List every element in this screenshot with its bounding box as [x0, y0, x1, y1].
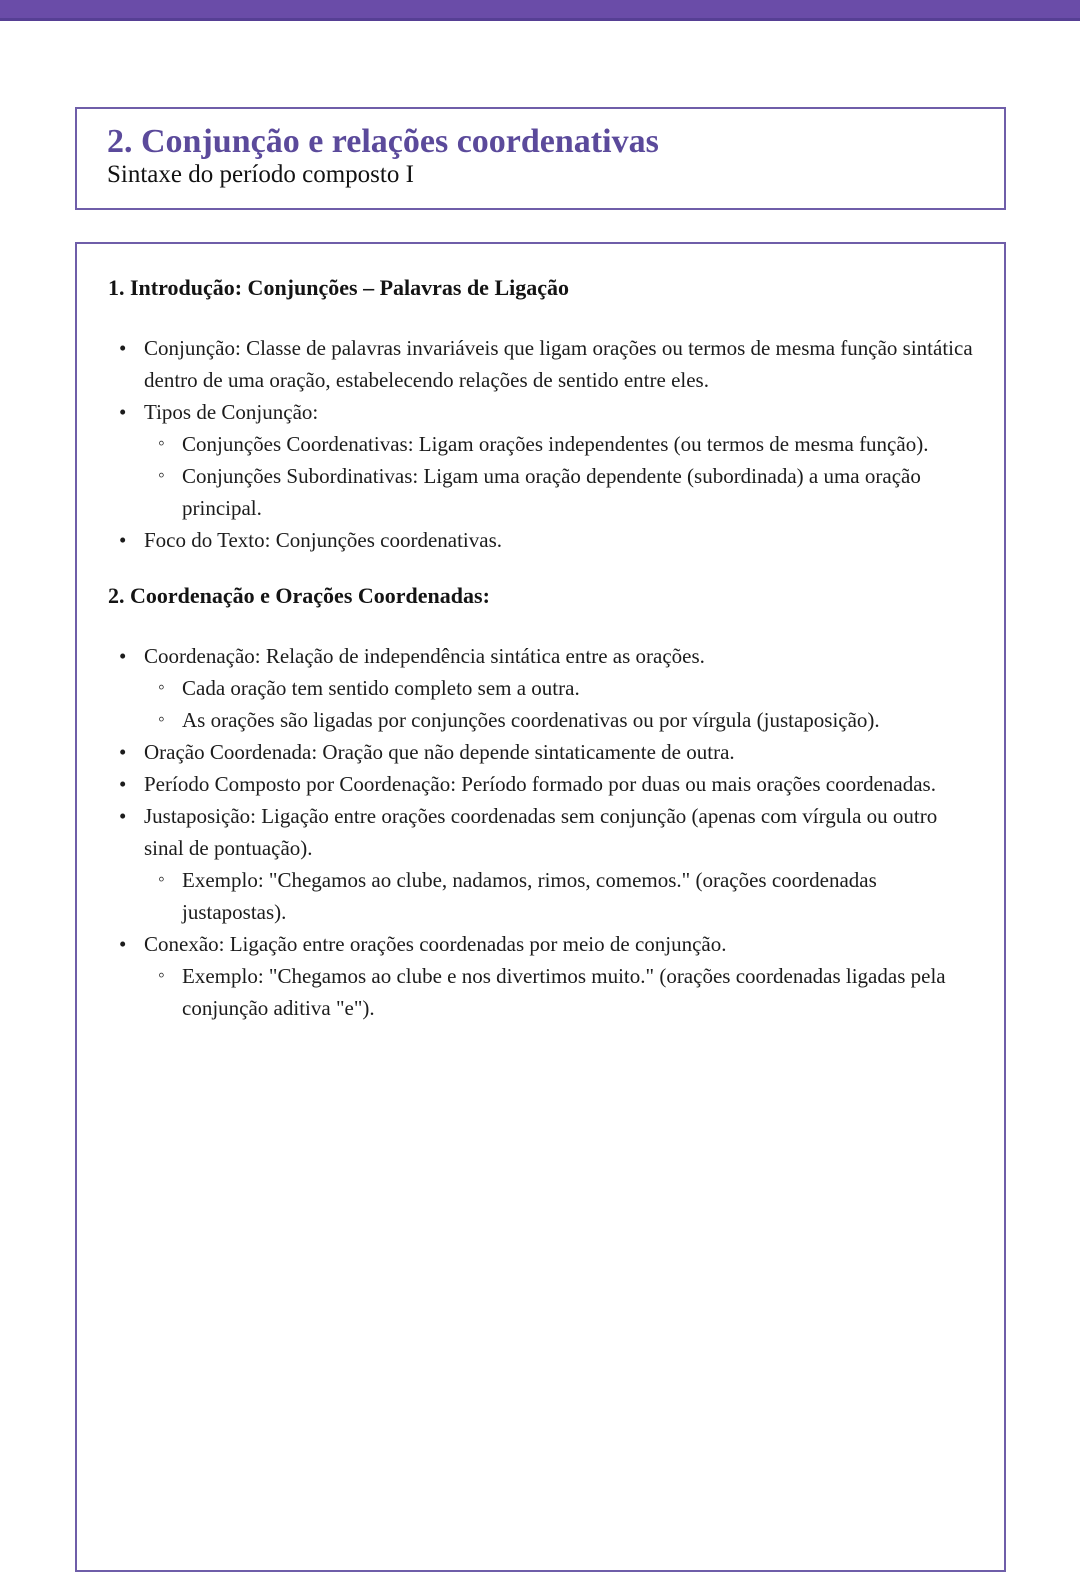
bullet-icon: •: [119, 932, 127, 956]
circle-bullet-icon: ◦: [158, 677, 165, 698]
circle-bullet-icon: ◦: [158, 465, 165, 486]
list-item-text: Conjunção: Classe de palavras invariáveis que ligam orações ou termos de mesma função sintática dentro de uma oração, estabelecendo relações de sentido entre eles.: [144, 336, 973, 392]
list-item-text: Exemplo: "Chegamos ao clube, nadamos, rimos, comemos." (orações coordenadas justapostas).: [182, 868, 877, 924]
list-item-text: Tipos de Conjunção:: [144, 400, 319, 424]
circle-bullet-icon: ◦: [158, 965, 165, 986]
bullet-icon: •: [119, 528, 127, 552]
list-item: [108, 524, 978, 556]
bullet-icon: •: [119, 644, 127, 668]
list-item-text: Foco do Texto: Conjunções coordenativas.: [144, 528, 502, 552]
list-item: [108, 396, 978, 428]
top-accent-bar: [0, 0, 1080, 21]
list-item: [108, 460, 978, 524]
list-item: [108, 704, 978, 736]
list-item: [108, 428, 978, 460]
list-item-text: Cada oração tem sentido completo sem a outra.: [182, 676, 580, 700]
list-item: [108, 864, 978, 928]
list-item: [108, 960, 978, 1024]
page-title: 2. Conjunção e relações coordenativas: [107, 123, 659, 160]
list-item: [108, 332, 978, 396]
list-item-text: Justaposição: Ligação entre orações coordenadas sem conjunção (apenas com vírgula ou outro sinal de pontuação).: [144, 804, 938, 860]
list-item-text: Exemplo: "Chegamos ao clube e nos divertimos muito." (orações coordenadas ligadas pela conjunção aditiva "e").: [182, 964, 946, 1020]
circle-bullet-icon: ◦: [158, 709, 165, 730]
title-card: [75, 107, 1006, 210]
section-heading-introducao: 1. Introdução: Conjunções – Palavras de Ligação: [108, 275, 569, 300]
list-item-text: As orações são ligadas por conjunções coordenativas ou por vírgula (justaposição).: [182, 708, 880, 732]
circle-bullet-icon: ◦: [158, 433, 165, 454]
list-item: [108, 768, 978, 800]
bullet-icon: •: [119, 772, 127, 796]
bullet-icon: •: [119, 400, 127, 424]
list-item: [108, 672, 978, 704]
list-item-text: Coordenação: Relação de independência sintática entre as orações.: [144, 644, 705, 668]
page-subtitle: Sintaxe do período composto I: [107, 161, 414, 188]
bullet-list-coordenacao: [108, 640, 978, 1024]
list-item-text: Conjunções Subordinativas: Ligam uma oração dependente (subordinada) a uma oração principal.: [182, 464, 921, 520]
section-heading-coordenacao: 2. Coordenação e Orações Coordenadas:: [108, 583, 490, 608]
bullet-icon: •: [119, 804, 127, 828]
bullet-list-introducao: [108, 332, 978, 556]
list-item-text: Conexão: Ligação entre orações coordenadas por meio de conjunção.: [144, 932, 727, 956]
list-item: [108, 928, 978, 960]
bullet-icon: •: [119, 336, 127, 360]
circle-bullet-icon: ◦: [158, 869, 165, 890]
bullet-icon: •: [119, 740, 127, 764]
list-item-text: Oração Coordenada: Oração que não depende sintaticamente de outra.: [144, 740, 735, 764]
content-card: [75, 242, 1006, 1572]
list-item-text: Conjunções Coordenativas: Ligam orações independentes (ou termos de mesma função).: [182, 432, 929, 456]
list-item-text: Período Composto por Coordenação: Período formado por duas ou mais orações coordenadas.: [144, 772, 936, 796]
list-item: [108, 800, 978, 864]
list-item: [108, 736, 978, 768]
list-item: [108, 640, 978, 672]
